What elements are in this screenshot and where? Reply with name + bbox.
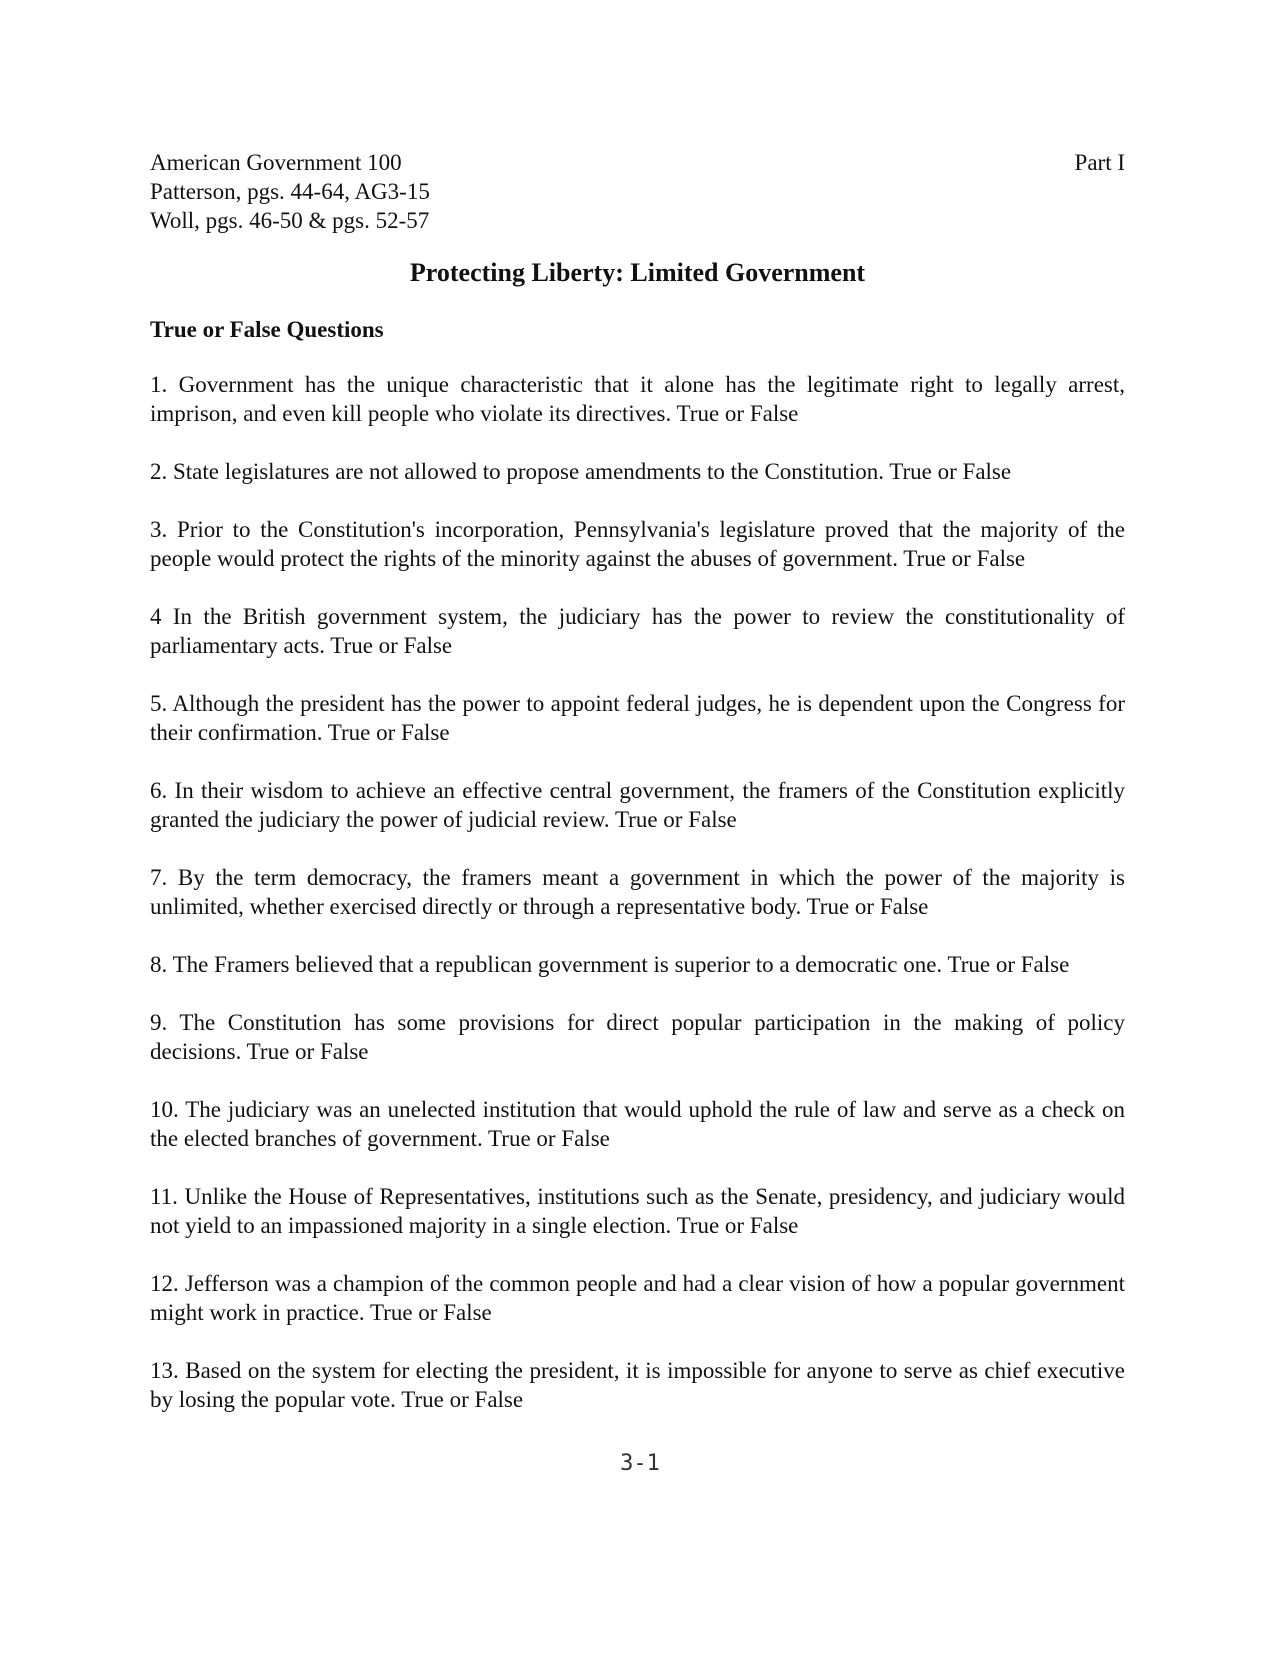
question-item: 11. Unlike the House of Representatives, institutions such as the Senate, presidency, and judiciary would not yield to an impassioned majority in a single election. True or False xyxy=(150,1184,1125,1238)
page-number: 3-1 xyxy=(620,1451,660,1476)
document-title: Protecting Liberty: Limited Government xyxy=(409,258,866,287)
question-item: 4 In the British government system, the judiciary has the power to review the constitutionality of parliamentary acts. True or False xyxy=(150,604,1125,658)
question-item: 8. The Framers believed that a republican government is superior to a democratic one. True or False xyxy=(150,952,1070,977)
question-item: 9. The Constitution has some provisions for direct popular participation in the making of policy decisions. True or False xyxy=(150,1010,1125,1064)
reading-assignment-1: Patterson, pgs. 44-64, AG3-15 xyxy=(150,179,430,204)
question-item: 7. By the term democracy, the framers meant a government in which the power of the majority is unlimited, whether exercised directly or through a representative body. True or False xyxy=(150,865,1125,919)
question-item: 10. The judiciary was an unelected institution that would uphold the rule of law and serve as a check on the elected branches of government. True or False xyxy=(150,1097,1125,1151)
document-page xyxy=(150,148,1125,1443)
question-item: 3. Prior to the Constitution's incorporation, Pennsylvania's legislature proved that the majority of the people would protect the rights of the minority against the abuses of government. True or False xyxy=(150,517,1125,571)
course-name: American Government 100 xyxy=(150,150,402,175)
question-item: 6. In their wisdom to achieve an effective central government, the framers of the Constitution explicitly granted the judiciary the power of judicial review. True or False xyxy=(150,778,1125,832)
question-item: 5. Although the president has the power to appoint federal judges, he is dependent upon the Congress for their confirmation. True or False xyxy=(150,691,1125,745)
question-item: 12. Jefferson was a champion of the common people and had a clear vision of how a popular government might work in practice. True or False xyxy=(150,1271,1125,1325)
header-first-line xyxy=(150,148,1125,177)
reading-assignment-2: Woll, pgs. 46-50 & pgs. 52-57 xyxy=(150,208,430,233)
question-item: 13. Based on the system for electing the president, it is impossible for anyone to serve as chief executive by losing the popular vote. True or False xyxy=(150,1358,1125,1412)
question-item: 1. Government has the unique characteristic that it alone has the legitimate right to legally arrest, imprison, and even kill people who violate its directives. True or False xyxy=(150,372,1125,426)
section-heading: True or False Questions xyxy=(150,317,384,342)
part-label: Part I xyxy=(1074,150,1125,175)
question-list xyxy=(150,370,1125,1414)
question-item: 2. State legislatures are not allowed to propose amendments to the Constitution. True or False xyxy=(150,459,1012,484)
